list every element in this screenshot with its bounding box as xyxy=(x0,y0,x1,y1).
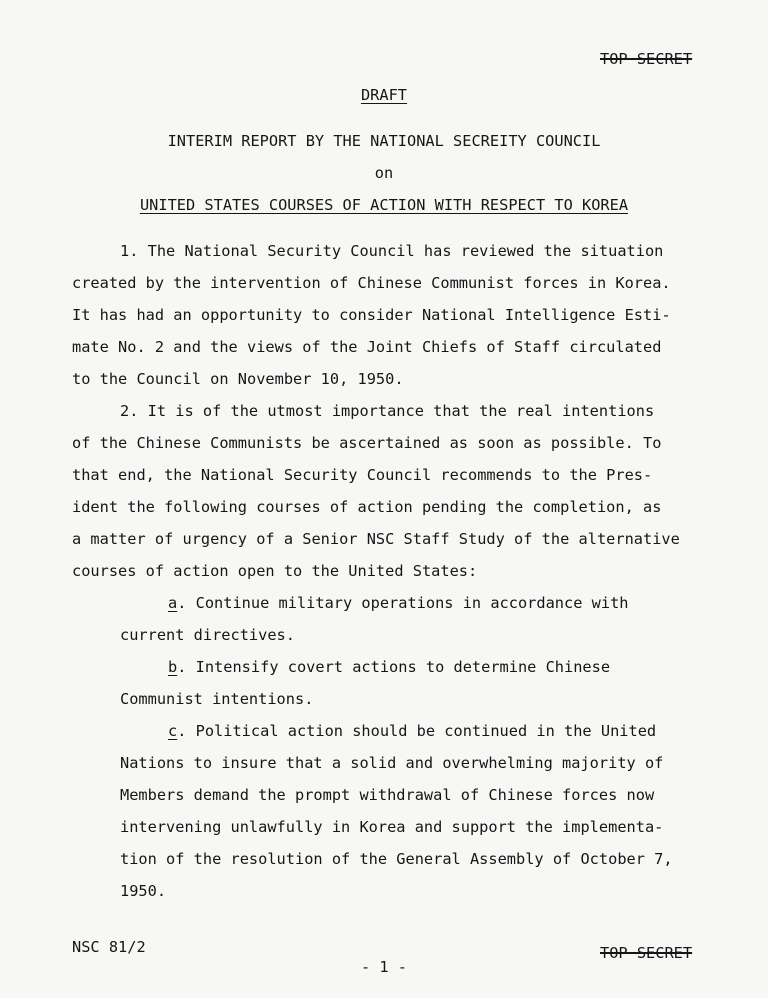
list-item-line: tion of the resolution of the General Assembly of October 7, xyxy=(120,850,673,868)
item-letter: c xyxy=(168,722,178,740)
list-item-line: 1950. xyxy=(120,882,167,900)
paragraph-line: of the Chinese Communists be ascertained as soon as possible. To xyxy=(72,434,662,452)
list-item-line: c. Political action should be continued in the United xyxy=(168,722,657,740)
paragraph-line: that end, the National Security Council recommends to the Pres- xyxy=(72,466,653,484)
item-letter: b xyxy=(168,658,178,676)
paragraph-line: to the Council on November 10, 1950. xyxy=(72,370,404,388)
list-item-line: Communist intentions. xyxy=(120,690,314,708)
paragraph-line: a matter of urgency of a Senior NSC Staff Study of the alternative xyxy=(72,530,680,548)
paragraph-line: 1. The National Security Council has reviewed the situation xyxy=(120,242,664,260)
classification-marking-bottom: TOP SECRET xyxy=(600,944,693,962)
paragraph-line: mate No. 2 and the views of the Joint Chiefs of Staff circulated xyxy=(72,338,662,356)
title-connector: on xyxy=(374,164,394,182)
paragraph-line: courses of action open to the United States: xyxy=(72,562,478,580)
document-number: NSC 81/2 xyxy=(72,938,146,956)
paragraph-line: 2. It is of the utmost importance that the real intentions xyxy=(120,402,655,420)
list-item-line: intervening unlawfully in Korea and support the implementa- xyxy=(120,818,664,836)
paragraph-line: It has had an opportunity to consider National Intelligence Esti- xyxy=(72,306,671,324)
list-item-line: current directives. xyxy=(120,626,295,644)
list-item-line: Members demand the prompt withdrawal of Chinese forces now xyxy=(120,786,655,804)
report-subject: UNITED STATES COURSES OF ACTION WITH RESPECT TO KOREA xyxy=(139,196,629,214)
paragraph-line: created by the intervention of Chinese Communist forces in Korea. xyxy=(72,274,671,292)
page-number: - 1 - xyxy=(360,958,408,976)
classification-marking-top: TOP SECRET xyxy=(600,50,693,68)
list-item-line: Nations to insure that a solid and overwhelming majority of xyxy=(120,754,664,772)
list-item-line: b. Intensify covert actions to determine Chinese xyxy=(168,658,611,676)
item-letter: a xyxy=(168,594,178,612)
paragraph-line: ident the following courses of action pending the completion, as xyxy=(72,498,662,516)
list-item-line: a. Continue military operations in accordance with xyxy=(168,594,629,612)
draft-label: DRAFT xyxy=(360,86,408,104)
report-title: INTERIM REPORT BY THE NATIONAL SECREITY COUNCIL xyxy=(167,132,601,150)
